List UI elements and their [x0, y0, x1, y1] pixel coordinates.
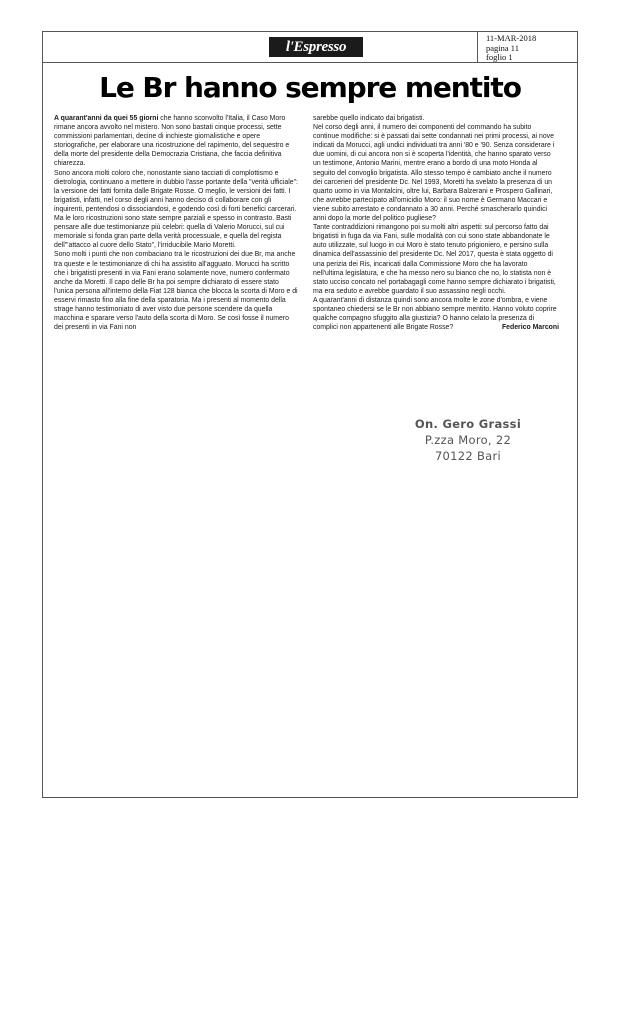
stamp-city: 70122 Bari: [434, 449, 502, 463]
article-paragraph: A quarant'anni di distanza quindi sono ancora molte le zone d'ombra, e viene spontaneo chiedersi se le Br non abbiano sempre mentito. Hanno voluto coprire qualche compagno sfuggito alla giustizia? O hanno celato la presenza di complici non appartenenti alle Brigate Rosse?: [313, 296, 557, 332]
newspaper-logo: l'Espresso: [269, 37, 363, 57]
clipping-date: 11-MAR-2018: [486, 33, 537, 43]
article-paragraph: Nel corso degli anni, il numero dei componenti del commando ha subito continue modifiche: si è passati dai sette condannati nei primi processi, ai nove indicati da Morucci, agli undici individuati tra anni '80 e '90. Senza considerare i due uomini, di cui ancora non si è scoperta l'identità, che hanno sparato verso un testimone, Antonio Marini, mentre erano a bordo di una moto Honda al seguito del convoglio brigatista. Allo stesso tempo è cambiato anche il numero dei carcerieri del presidente Dc. Nel 1993, Moretti ha svelato la presenza di un quarto uomo in via Montalcini, oltre lui, Barbara Balzerani e Prospero Gallinari, che avrebbe partecipato all'omicidio Moro: il suo nome è Germano Maccari e viene subito arrestato e condannato a 30 anni. Perché smascherarlo quindici anni dopo la morte del politico pugliese?: [313, 124, 555, 223]
clipping-frame: [42, 31, 578, 798]
stamp-street: P.zza Moro, 22: [424, 433, 512, 447]
address-stamp: [398, 416, 538, 464]
article-headline: Le Br hanno sempre mentito: [99, 71, 521, 104]
article-paragraph: sarebbe quello indicato dai brigatisti.: [313, 115, 425, 122]
article-paragraph: Tante contraddizioni rimangono poi su molti altri aspetti: sul percorso fatto dai brigatisti in fuga da via Fani, sulle modalità con cui sono state abbandonate le auto utilizzate, sul luogo in cui Moro è stato tenuto prigioniero, e persino sulla dinamica dell'assassinio del presidente Dc. Nel 2017, questa è stata oggetto di una perizia dei Ris, incaricati dalla Commissione Moro che ha lavorato nell'ultima legislatura, e che ha messo nero su bianco che no, lo statista non è stato ucciso concato nel portabagagli come hanno sempre dichiarato i brigatisti, ma era seduto e avrebbe guardato il suo assassino negli occhi.: [313, 224, 556, 295]
article-author: Federico Marconi: [501, 324, 559, 332]
clipping-page: pagina 11: [486, 42, 519, 53]
stamp-name: On. Gero Grassi: [414, 417, 522, 431]
article-paragraph: Sono molti i punti che non combaciano tra le ricostruzioni dei due Br, ma anche tra queste e le testimonianze di chi ha assistito all'agguato. Morucci ha scritto che i brigatisti presenti in via Fani erano solamente nove, numero confermato anche da Moretti. Il capo delle Br ha poi sempre dichiarato di essere stato l'unica persona all'interno della Fiat 128 bianca che blocca la scorta di Moro e di esservi rimasto fino alla fine della sparatoria. Ma i presenti al momento della strage hanno testimoniato di aver visto due persone scendere da quella macchina e sparare verso l'auto della scorta di Moro. Se così fosse il numero dei presenti in via Fani non: [54, 251, 298, 332]
article-paragraph: [54, 114, 300, 169]
meta-divider: [477, 32, 478, 62]
article-column-right: [313, 114, 559, 332]
article-column-left: [54, 114, 300, 332]
clipping-sheet: foglio 1: [486, 52, 513, 62]
clipping-meta: [486, 34, 536, 63]
article-lead: A quarant'anni da quei 55 giorni: [54, 115, 159, 122]
article-lead-rest: che hanno sconvolto l'Italia, il Caso Moro rimane ancora avvolto nel mistero. Non sono bastati cinque processi, sette commissioni parlamentari, decine di inchieste giornalistiche e opere storiografiche, per elaborare una ricostruzione del rapimento, del sequestro e della morte del presidente della Democrazia Cristiana, che faccia definitiva chiarezza.: [54, 115, 290, 168]
article-paragraph: Sono ancora molti coloro che, nonostante siano tacciati di complottismo e dietrologia, continuano a mettere in dubbio l'asse portante della "verità ufficiale": la versione dei fatti fornita dalle Brigate Rosse. O meglio, le versioni dei fatti. I brigatisti, infatti, nel corso degli anni hanno deciso di collaborare con gli inquirenti, pentendosi o dissociandosi, e godendo così di forti benefici carcerari. Ma le loro ricostruzioni sono state sempre parziali e spesso in contrasto. Basti pensare alle due testimonianze più celebri: quella di Valerio Morucci, sul cui memoriale si fonda gran parte della verità processuale, e quella del regista dell'"attacco al cuore dello Stato", l'irriducibile Mario Moretti.: [54, 169, 298, 250]
header-divider: [43, 62, 577, 63]
